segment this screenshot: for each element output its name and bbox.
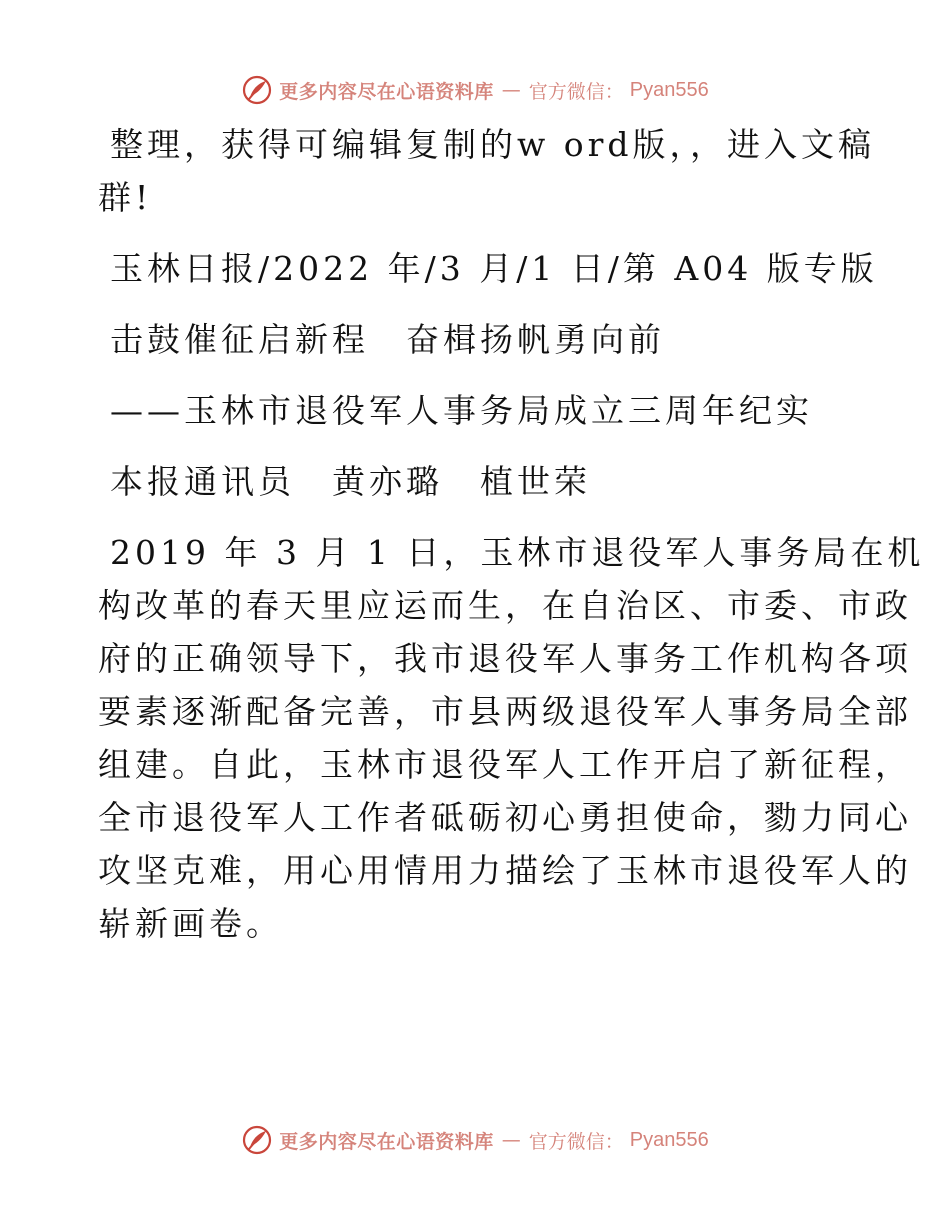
intro-line-2: 群! (98, 178, 153, 217)
document-body (98, 118, 925, 950)
watermark-wechat-label: 官方微信： (528, 80, 624, 103)
body-line: 崭新画卷。 (98, 904, 283, 943)
body-line: 府的正确领导下，我市退役军人事务工作机构各项 (98, 639, 912, 678)
body-line: 全市退役军人工作者砥砺初心勇担使命，勠力同心 (98, 798, 912, 837)
body-line: 攻坚克难，用心用情用力描绘了玉林市退役军人的 (98, 851, 912, 890)
body-paragraph (98, 526, 925, 950)
watermark-text: 更多内容尽在心语资料库 (279, 1130, 494, 1153)
body-line: 组建。自此，玉林市退役军人工作开启了新征程， (98, 745, 912, 784)
body-line: 要素逐渐配备完善，市县两级退役军人事务局全部 (98, 692, 912, 731)
watermark-dash: — (501, 79, 521, 101)
body-line: 构改革的春天里应运而生，在自治区、市委、市政 (98, 586, 912, 625)
header-watermark (0, 70, 950, 110)
subheadline: ——玉林市退役军人事务局成立三周年纪实 (110, 391, 813, 430)
watermark-wechat-id: Pyan556 (629, 78, 709, 101)
source-line: 玉林日报/2022 年/3 月/1 日/第 A04 版专版 (110, 249, 878, 288)
byline: 本报通讯员 黄亦璐 植世荣 (110, 462, 591, 501)
watermark-dash: — (501, 1129, 521, 1151)
intro-line-1: 整理，获得可编辑复制的w ord版，，进入文稿 (110, 125, 876, 164)
watermark-wechat-label: 官方微信： (528, 1130, 624, 1153)
headline: 击鼓催征启新程 奋楫扬帆勇向前 (110, 320, 665, 359)
body-line: 2019 年 3 月 1 日，玉林市退役军人事务局在机 (110, 533, 925, 572)
feather-pen-logo-icon (241, 1124, 273, 1156)
feather-pen-logo-icon (241, 74, 273, 106)
footer-watermark (0, 1120, 950, 1160)
watermark-wechat-id: Pyan556 (629, 1128, 709, 1151)
watermark-text: 更多内容尽在心语资料库 (279, 80, 494, 103)
